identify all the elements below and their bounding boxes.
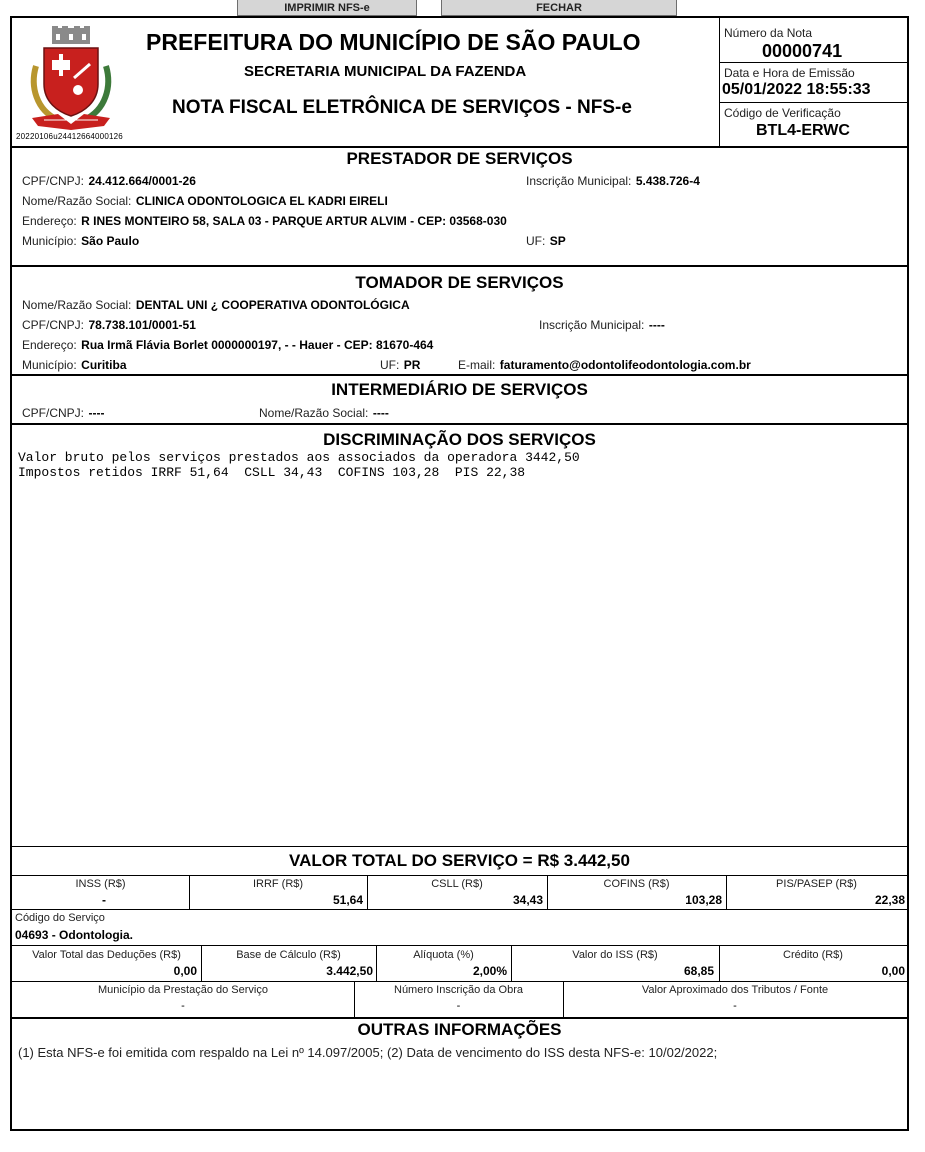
valor-iss-label: Valor do ISS (R$) <box>572 949 658 961</box>
tomador-municipio: Município: Curitiba <box>22 358 127 372</box>
prestador-endereco: Endereço: R INES MONTEIRO 58, SALA 03 - PARQUE ARTUR ALVIM - CEP: 03568-030 <box>22 214 507 228</box>
data-emissao-value: 05/01/2022 18:55:33 <box>722 81 871 98</box>
prestador-uf: UF: SP <box>526 234 566 248</box>
codigo-servico-value: 04693 - Odontologia. <box>15 928 134 942</box>
codigo-servico-label: Código do Serviço <box>15 912 105 924</box>
valor-total: VALOR TOTAL DO SERVIÇO = R$ 3.442,50 <box>289 851 630 870</box>
irrf-value: 51,64 <box>332 893 363 907</box>
deducoes-label: Valor Total das Deduções (R$) <box>32 949 181 961</box>
codigo-verificacao-label: Código de Verificação <box>724 106 841 120</box>
inscricao-obra-label: Número Inscrição da Obra <box>394 984 523 996</box>
tomador-nome: Nome/Razão Social: DENTAL UNI ¿ COOPERATIVA ODONTOLÓGICA <box>22 298 410 312</box>
intermediario-cnpj: CPF/CNPJ: ---- <box>22 406 105 420</box>
aliquota-label: Alíquota (%) <box>413 949 474 961</box>
codigo-verificacao-value: BTL4-ERWC <box>756 122 850 139</box>
tomador-title: TOMADOR DE SERVIÇOS <box>355 273 564 292</box>
coat-of-arms-icon <box>28 26 114 135</box>
tomador-uf: UF: PR <box>380 358 421 372</box>
cofins-value: 103,28 <box>685 893 722 907</box>
numero-nota-value: 00000741 <box>762 41 843 61</box>
inscricao-obra-value: - <box>456 1000 461 1012</box>
prestador-municipio: Município: São Paulo <box>22 234 140 248</box>
tomador-endereco: Endereço: Rua Irmã Flávia Borlet 0000000197, - - Hauer - CEP: 81670-464 <box>22 338 434 352</box>
print-nfse-button[interactable]: IMPRIMIR NFS-e <box>237 0 417 16</box>
discriminacao-line-1: Valor bruto pelos serviços prestados aos associados da operadora 3442,50 <box>18 450 580 465</box>
city-title: PREFEITURA DO MUNICÍPIO DE SÃO PAULO <box>146 29 641 55</box>
municipio-prestacao-value: - <box>181 1000 185 1012</box>
tomador-email: E-mail: faturamento@odontolifeodontologia.com.br <box>458 358 751 372</box>
outras-informacoes-title: OUTRAS INFORMAÇÕES <box>357 1020 562 1039</box>
nfse-title: NOTA FISCAL ELETRÔNICA DE SERVIÇOS - NFS-e <box>172 97 632 118</box>
pis-label: PIS/PASEP (R$) <box>776 878 857 890</box>
nfse-document <box>10 16 909 1131</box>
pis-value: 22,38 <box>874 893 905 907</box>
prestador-cnpj: CPF/CNPJ: 24.412.664/0001-26 <box>22 174 196 188</box>
discriminacao-line-2: Impostos retidos IRRF 51,64 CSLL 34,43 COFINS 103,28 PIS 22,38 <box>18 465 526 480</box>
prestador-inscricao: Inscrição Municipal: 5.438.726-4 <box>526 174 700 188</box>
numero-nota-label: Número da Nota <box>724 26 813 40</box>
credito-value: 0,00 <box>881 964 905 978</box>
tributos-value: - <box>733 1000 737 1012</box>
cofins-label: COFINS (R$) <box>603 878 670 890</box>
tomador-inscricao: Inscrição Municipal: ---- <box>539 318 665 332</box>
tributos-label: Valor Aproximado dos Tributos / Fonte <box>641 984 829 996</box>
secretaria-title: SECRETARIA MUNICIPAL DA FAZENDA <box>244 63 527 80</box>
credito-label: Crédito (R$) <box>783 949 843 961</box>
discriminacao-title: DISCRIMINAÇÃO DOS SERVIÇOS <box>323 430 596 449</box>
outras-informacoes-text: (1) Esta NFS-e foi emitida com respaldo na Lei nº 14.097/2005; (2) Data de vencimento do ISS desta NFS-e: 10/02/2022; <box>18 1045 718 1060</box>
intermediario-nome: Nome/Razão Social: ---- <box>259 406 389 420</box>
barcode-text: 20220106u24412664000126 <box>16 132 123 141</box>
close-button[interactable]: FECHAR <box>441 0 677 16</box>
prestador-title: PRESTADOR DE SERVIÇOS <box>346 149 573 168</box>
intermediario-title: INTERMEDIÁRIO DE SERVIÇOS <box>331 380 588 399</box>
inss-value: - <box>102 893 106 907</box>
csll-label: CSLL (R$) <box>431 878 483 890</box>
municipio-prestacao-label: Município da Prestação do Serviço <box>98 984 268 996</box>
prestador-nome: Nome/Razão Social: CLINICA ODONTOLOGICA EL KADRI EIRELI <box>22 194 388 208</box>
inss-label: INSS (R$) <box>75 878 126 890</box>
data-emissao-label: Data e Hora de Emissão <box>724 66 855 80</box>
aliquota-value: 2,00% <box>472 964 507 978</box>
tomador-cnpj: CPF/CNPJ: 78.738.101/0001-51 <box>22 318 196 332</box>
deducoes-value: 0,00 <box>173 964 197 978</box>
base-calculo-value: 3.442,50 <box>326 964 373 978</box>
base-calculo-label: Base de Cálculo (R$) <box>236 949 341 961</box>
irrf-label: IRRF (R$) <box>252 878 304 890</box>
valor-iss-value: 68,85 <box>683 964 714 978</box>
csll-value: 34,43 <box>512 893 543 907</box>
